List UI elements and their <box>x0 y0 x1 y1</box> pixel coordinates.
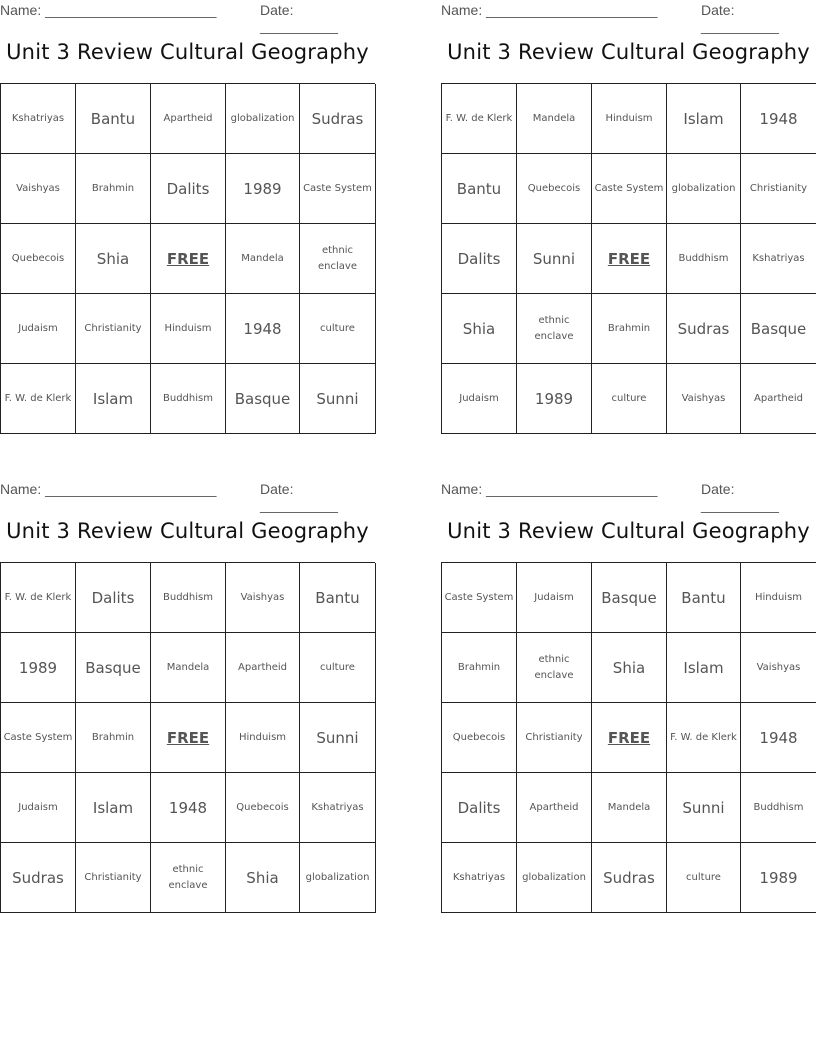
bingo-cell: Christianity <box>741 154 816 224</box>
bingo-cell: 1989 <box>1 633 76 703</box>
bingo-cell: Vaishyas <box>741 633 816 703</box>
bingo-cell: Sudras <box>592 843 667 913</box>
bingo-grid <box>441 562 816 913</box>
bingo-cell: F. W. de Klerk <box>442 84 517 154</box>
bingo-cell: globalization <box>667 154 741 224</box>
card-title: Unit 3 Review Cultural Geography <box>6 40 369 64</box>
bingo-cell: Kshatriyas <box>1 84 76 154</box>
bingo-cell: Sunni <box>667 773 741 843</box>
bingo-cell: Caste System <box>1 703 76 773</box>
bingo-cell: globalization <box>226 84 300 154</box>
bingo-cell: Brahmin <box>592 294 667 364</box>
bingo-cell: 1989 <box>517 364 592 434</box>
bingo-cell: Basque <box>76 633 151 703</box>
bingo-cell: Judaism <box>1 294 76 364</box>
name-field-label: Name: ______________________ <box>441 2 658 18</box>
free-space-cell: FREE <box>592 703 667 773</box>
bingo-cell: Mandela <box>517 84 592 154</box>
name-field-label: Name: ______________________ <box>441 481 658 497</box>
bingo-cell: ethnic enclave <box>151 843 226 913</box>
date-field-label: Date: __________ <box>260 481 338 513</box>
bingo-cell: Christianity <box>517 703 592 773</box>
bingo-cell: Bantu <box>76 84 151 154</box>
bingo-cell: ethnic enclave <box>300 224 376 294</box>
bingo-cell: Quebecois <box>1 224 76 294</box>
bingo-cell: globalization <box>517 843 592 913</box>
bingo-cell: Judaism <box>442 364 517 434</box>
bingo-cell: Basque <box>226 364 300 434</box>
free-space-cell: FREE <box>592 224 667 294</box>
bingo-cell: 1948 <box>151 773 226 843</box>
card-title: Unit 3 Review Cultural Geography <box>6 519 369 543</box>
bingo-cell: Bantu <box>300 563 376 633</box>
bingo-cell: Sunni <box>300 703 376 773</box>
bingo-cell: 1989 <box>741 843 816 913</box>
bingo-card-2 <box>441 0 816 408</box>
bingo-cell: Hinduism <box>592 84 667 154</box>
bingo-grid <box>0 562 375 913</box>
bingo-cell: Shia <box>592 633 667 703</box>
name-field-label: Name: ______________________ <box>0 481 217 497</box>
name-field-label: Name: ______________________ <box>0 2 217 18</box>
bingo-cell: 1989 <box>226 154 300 224</box>
bingo-cell: F. W. de Klerk <box>1 563 76 633</box>
bingo-grid <box>0 83 375 434</box>
bingo-cell: Sunni <box>517 224 592 294</box>
free-space-cell: FREE <box>151 224 226 294</box>
bingo-cell: Shia <box>76 224 151 294</box>
bingo-cell: Dalits <box>442 224 517 294</box>
bingo-cell: Vaishyas <box>1 154 76 224</box>
bingo-cell: Mandela <box>151 633 226 703</box>
bingo-cell: Bantu <box>442 154 517 224</box>
bingo-cell: Apartheid <box>226 633 300 703</box>
free-space-cell: FREE <box>151 703 226 773</box>
bingo-cell: Dalits <box>76 563 151 633</box>
bingo-cell: Judaism <box>1 773 76 843</box>
bingo-cell: Islam <box>76 773 151 843</box>
bingo-cell: Quebecois <box>517 154 592 224</box>
bingo-cell: Quebecois <box>226 773 300 843</box>
bingo-cell: 1948 <box>741 84 816 154</box>
date-field-label: Date: __________ <box>260 2 338 34</box>
bingo-cell: Apartheid <box>517 773 592 843</box>
bingo-cell: Basque <box>741 294 816 364</box>
name-date-row <box>441 0 816 34</box>
bingo-grid <box>441 83 816 434</box>
bingo-cell: ethnic enclave <box>517 633 592 703</box>
bingo-cell: culture <box>667 843 741 913</box>
bingo-cell: F. W. de Klerk <box>667 703 741 773</box>
bingo-cell: F. W. de Klerk <box>1 364 76 434</box>
bingo-cell: Hinduism <box>151 294 226 364</box>
bingo-cell: Quebecois <box>442 703 517 773</box>
date-field-label: Date: __________ <box>701 481 779 513</box>
bingo-cell: Kshatriyas <box>300 773 376 843</box>
name-date-row <box>0 479 375 513</box>
bingo-cell: Kshatriyas <box>442 843 517 913</box>
bingo-cell: Islam <box>667 84 741 154</box>
bingo-card-1 <box>0 0 375 408</box>
card-title: Unit 3 Review Cultural Geography <box>447 40 810 64</box>
bingo-cell: culture <box>592 364 667 434</box>
bingo-cell: Brahmin <box>76 703 151 773</box>
bingo-cell: Christianity <box>76 843 151 913</box>
bingo-card-4 <box>441 479 816 887</box>
bingo-cell: 1948 <box>741 703 816 773</box>
bingo-cell: Sudras <box>300 84 376 154</box>
bingo-cell: 1948 <box>226 294 300 364</box>
bingo-cell: Hinduism <box>226 703 300 773</box>
bingo-cell: Dalits <box>442 773 517 843</box>
name-date-row <box>441 479 816 513</box>
bingo-cell: Basque <box>592 563 667 633</box>
bingo-cell: Sudras <box>667 294 741 364</box>
bingo-cell: Hinduism <box>741 563 816 633</box>
bingo-cell: Sudras <box>1 843 76 913</box>
name-date-row <box>0 0 375 34</box>
bingo-cell: Islam <box>667 633 741 703</box>
bingo-cell: Bantu <box>667 563 741 633</box>
bingo-cell: Islam <box>76 364 151 434</box>
bingo-cell: Buddhism <box>741 773 816 843</box>
bingo-cell: Brahmin <box>76 154 151 224</box>
bingo-cell: Sunni <box>300 364 376 434</box>
bingo-cell: Kshatriyas <box>741 224 816 294</box>
bingo-cell: Apartheid <box>741 364 816 434</box>
bingo-cell: Buddhism <box>667 224 741 294</box>
bingo-cell: Buddhism <box>151 563 226 633</box>
bingo-card-3 <box>0 479 375 891</box>
bingo-cell: Mandela <box>226 224 300 294</box>
bingo-cell: Mandela <box>592 773 667 843</box>
bingo-cell: Shia <box>226 843 300 913</box>
bingo-cell: Buddhism <box>151 364 226 434</box>
bingo-cell: Judaism <box>517 563 592 633</box>
date-field-label: Date: __________ <box>701 2 779 34</box>
bingo-cell: culture <box>300 294 376 364</box>
card-title: Unit 3 Review Cultural Geography <box>447 519 810 543</box>
bingo-cell: Caste System <box>300 154 376 224</box>
bingo-cell: Shia <box>442 294 517 364</box>
bingo-cell: Dalits <box>151 154 226 224</box>
bingo-cell: Caste System <box>592 154 667 224</box>
bingo-cell: Vaishyas <box>667 364 741 434</box>
bingo-cell: Brahmin <box>442 633 517 703</box>
bingo-cell: ethnic enclave <box>517 294 592 364</box>
bingo-cell: Christianity <box>76 294 151 364</box>
bingo-cell: Vaishyas <box>226 563 300 633</box>
bingo-cell: Caste System <box>442 563 517 633</box>
bingo-cell: globalization <box>300 843 376 913</box>
bingo-cell: Apartheid <box>151 84 226 154</box>
bingo-cell: culture <box>300 633 376 703</box>
